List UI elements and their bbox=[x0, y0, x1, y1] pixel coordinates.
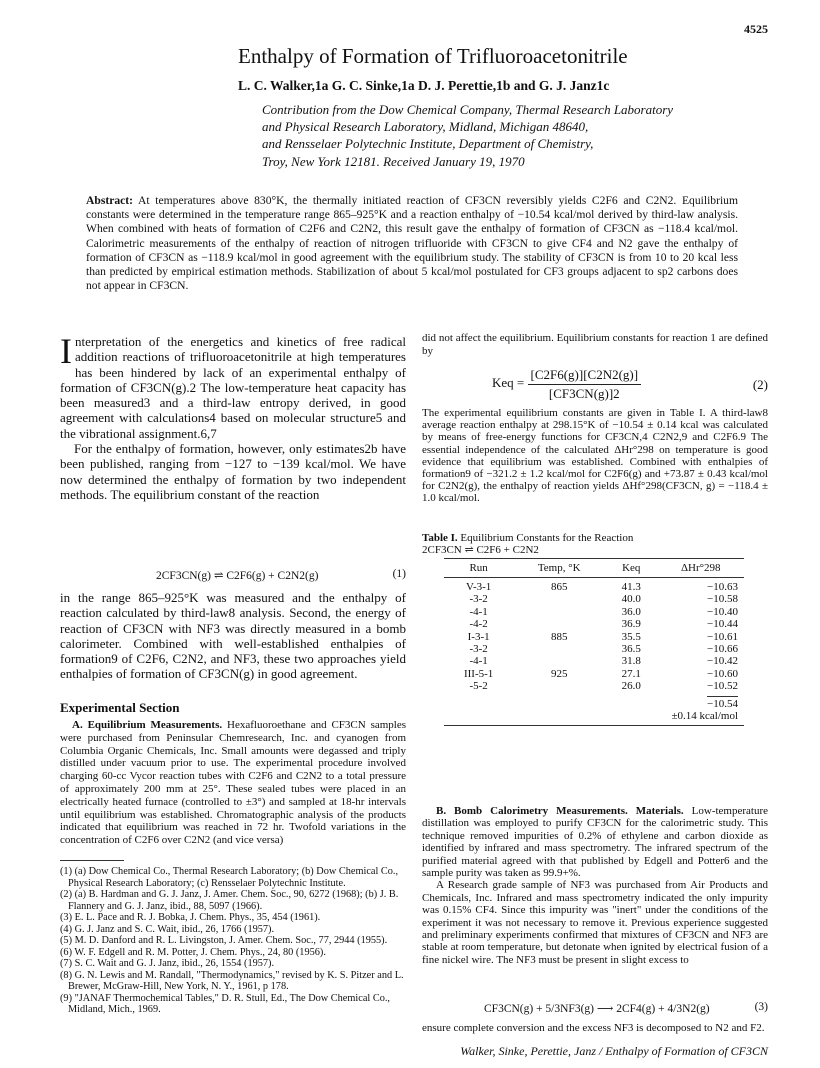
table-header-run: Run bbox=[444, 559, 513, 575]
table-cell-temp: 925 bbox=[550, 667, 568, 680]
table-average-error: ±0.14 kcal/mol bbox=[605, 710, 744, 726]
table-caption bbox=[422, 532, 768, 556]
keq-fraction bbox=[528, 367, 642, 402]
table-row bbox=[444, 578, 744, 594]
keq-lhs: Keq = bbox=[492, 375, 525, 391]
right-paragraph-2: The experimental equilibrium constants are given in Table I. A third-law8 average reaction enthalpy at 298.15°K of −10.54 ± 0.14 kcal was calculated by means of free-energy functions for CF3CN,4 C2N2,9 and C2F6.9 The essential independence of the calculated ΔHr°298 on temperature is good evidence that equilibrium was established. Combined with enthalpies of formation9 of −321.2 ± 1.2 kcal/mol for C2F6(g) and +73.87 ± 0.43 kcal/mol for C2N2(g), the enthalpy of reaction yields ΔHf°298(CF3CN, g) = −118.4 ± 1.0 kcal/mol. bbox=[422, 407, 768, 505]
table-label: Table I. bbox=[422, 532, 458, 544]
table-average-row bbox=[444, 693, 744, 710]
abstract-label: Abstract: bbox=[86, 194, 134, 207]
right-paragraph-end: ensure complete conversion and the excess NF3 is decomposed to N2 and F2. bbox=[422, 1022, 765, 1034]
experimental-text: Hexafluoroethane and CF3CN samples were purchased from Peninsular Chemresearch, Inc. and cyanogen from Columbia Organic Chemicals, Inc. Small amounts were degassed and triply distilled under vacuum prior to use. The experimental procedure involved charging 60-cc Vycor reaction tubes with C2F6 and C2N2 to a total pressure of approximately 200 mm at 25°. These sealed tubes were placed in an electrically heated furnace (controlled to ±3°) and sampled at 18-hr intervals until equilibrium was established. Chromatographic analysis of the products indicated that equilibrium was reached in 72 hr. Twofold variations in the concentration of C2F6 over C2N2 (and vice versa) bbox=[60, 719, 407, 847]
table-cell-run: -4-1 bbox=[469, 605, 488, 618]
table-cell-run: -5-2 bbox=[469, 680, 488, 693]
table-row bbox=[444, 668, 744, 680]
equation-3-number: (3) bbox=[754, 1001, 768, 1013]
affiliation-line: and Physical Research Laboratory, Midland, Michigan 48640, bbox=[262, 119, 589, 135]
table-cell-run: I-3-1 bbox=[467, 630, 490, 643]
table-row bbox=[444, 606, 744, 618]
table-cell-dh: −10.63 bbox=[707, 581, 738, 593]
footnote: (6) W. F. Edgell and R. M. Potter, J. Chem. Phys., 24, 80 (1956). bbox=[60, 946, 326, 958]
equation-3-text: CF3CN(g) + 5/3NF3(g) ⟶ 2CF4(g) + 4/3N2(g) bbox=[484, 1003, 710, 1015]
table-row bbox=[444, 631, 744, 643]
intro-paragraph-2: For the enthalpy of formation, however, only estimates2b have been published, ranging from −127 to −139 kcal/mol. We have now determined the enthalpy of formation by two independent methods. The equilibrium constant of the reaction bbox=[60, 441, 406, 502]
table-row bbox=[444, 643, 744, 655]
intro-paragraph-1: nterpretation of the energetics and kinetics of free radical addition reactions of trifluoroacetonitrile at high temperatures has been hindered by lack of an experimental enthalpy of formation of CF3CN(g).2 The low-temperature heat capacity has been measured3 and a third-law entropy derived, in good agreement with calculations4 based on molecular structure5 and the vibrational assignment.6,7 bbox=[60, 334, 406, 441]
footnote: (7) S. C. Wait and G. J. Janz, ibid., 26, 1554 (1957). bbox=[60, 958, 275, 969]
keq-denominator: [CF3CN(g)]2 bbox=[548, 386, 620, 401]
equation-3 bbox=[422, 1001, 768, 1015]
table-cell-keq: 36.9 bbox=[621, 618, 641, 631]
table-cell-dh: −10.42 bbox=[707, 655, 738, 668]
table-header-temp: Temp, °K bbox=[513, 559, 605, 575]
experimental-body bbox=[60, 719, 406, 847]
table-cell-run: III-5-1 bbox=[463, 667, 494, 680]
table-cell-run: -4-1 bbox=[469, 655, 488, 668]
footnote-divider bbox=[60, 860, 124, 861]
page-number: 4525 bbox=[744, 22, 768, 36]
table-cell-keq: 41.3 bbox=[621, 581, 641, 593]
table-cell-dh: −10.44 bbox=[707, 618, 738, 631]
bomb-paragraph-2: A Research grade sample of NF3 was purchased from Air Products and Chemicals, Inc. Infrared and mass spectrometry indicated the only impurity was 0.15% CF4. Since this impurity was "inert" under the conditions of the experiment it was not necessary to remove it. Previous experience suggested and preliminary experiments confirmed that mixtures of CF3CN and NF3 are stable at room temperature, but detonate when ignited by electrical fusion of a fine nickel wire. The NF3 must be present in slight excess to bbox=[422, 879, 768, 966]
table-cell-temp: 885 bbox=[550, 630, 568, 643]
table-cell-dh: −10.60 bbox=[707, 667, 738, 680]
table-average: −10.54 bbox=[707, 697, 738, 710]
table-cell-keq: 40.0 bbox=[621, 593, 641, 606]
table-header-dh: ΔHr°298 bbox=[657, 559, 744, 575]
abstract bbox=[86, 194, 738, 293]
drop-cap: I bbox=[60, 331, 72, 371]
table-error-row bbox=[444, 710, 744, 726]
table-row bbox=[444, 680, 744, 692]
intro-paragraph-3: in the range 865–925°K was measured and the enthalpy of reaction calculated by third-law8 analysis. Second, the energy of reaction of CF3CN with NF3 was directly measured in a bomb calorimeter. Combined with well-established enthalpies of formation9 of C2F6, C2N2, and NF3, these two approaches yield enthalpies of formation of CF3CN(g) in good agreement. bbox=[60, 590, 406, 682]
equation-1-text: 2CF3CN(g) ⇌ C2F6(g) + C2N2(g) bbox=[156, 570, 319, 582]
table-cell-keq: 35.5 bbox=[621, 630, 641, 643]
table-1 bbox=[422, 558, 768, 726]
affiliation bbox=[262, 101, 782, 170]
equation-2 bbox=[422, 367, 768, 402]
affiliation-line: Contribution from the Dow Chemical Company, Thermal Research Laboratory bbox=[262, 102, 674, 117]
author-list: L. C. Walker,1a G. C. Sinke,1a D. J. Perettie,1b and G. J. Janz1c bbox=[238, 78, 610, 93]
footnote: (4) G. J. Janz and S. C. Wait, ibid., 26, 1766 (1957). bbox=[60, 923, 275, 935]
table-cell-temp bbox=[513, 680, 605, 692]
keq-numerator: [C2F6(g)][C2N2(g)] bbox=[528, 367, 642, 385]
right-paragraph-1: did not affect the equilibrium. Equilibrium constants for reaction 1 are defined by bbox=[422, 332, 768, 357]
footnote: (3) E. L. Pace and R. J. Bobka, J. Chem. Phys., 35, 454 (1961). bbox=[60, 912, 321, 923]
table-cell-temp: 865 bbox=[550, 581, 568, 593]
equation-1-number: (1) bbox=[392, 568, 406, 580]
table-cell-run: -4-2 bbox=[469, 618, 488, 631]
table-cell-temp bbox=[513, 655, 605, 667]
bomb-subheading: B. Bomb Calorimetry Measurements. Materials. bbox=[436, 805, 684, 817]
equation-1 bbox=[60, 568, 406, 582]
equation-2-number: (2) bbox=[752, 377, 768, 392]
bomb-calorimetry-section bbox=[422, 805, 768, 966]
table-caption-text: Equilibrium Constants for the Reaction bbox=[460, 532, 634, 544]
table-caption-reaction: 2CF3CN ⇌ C2F6 + C2N2 bbox=[422, 544, 539, 556]
footnote: (8) G. N. Lewis and M. Randall, "Thermodynamics," revised by K. S. Pitzer and L. Brewer, McGraw-Hill, New York, N. Y., 1961, p 178. bbox=[60, 969, 404, 992]
table-cell-keq: 36.0 bbox=[621, 605, 641, 618]
footnotes bbox=[60, 866, 406, 1016]
table-cell-temp bbox=[513, 593, 605, 605]
table-cell-dh: −10.61 bbox=[707, 630, 738, 643]
table-row bbox=[444, 655, 744, 667]
table-cell-temp bbox=[513, 643, 605, 655]
table-cell-run: -3-2 bbox=[469, 593, 488, 606]
section-heading: Experimental Section bbox=[60, 700, 180, 715]
footnote: (2) (a) B. Hardman and G. J. Janz, J. Amer. Chem. Soc., 90, 6272 (1968); (b) J. B. Flannery and G. J. Janz, ibid., 88, 5097 (1966). bbox=[60, 889, 399, 912]
affiliation-line: and Rensselaer Polytechnic Institute, Department of Chemistry, bbox=[262, 136, 594, 152]
table-cell-dh: −10.58 bbox=[707, 593, 738, 606]
bomb-paragraph-1: Low-temperature distillation was employed to purify CF3CN for the calorimetric study. This technique removed impurities of 0.2% of ethylene and carbon dioxide as identified by infrared and mass spectrometry. The infrared spectrum of the purified material agreed with that published by Edgell and Potter6 and the sample purity was taken as 99.9+%. bbox=[422, 805, 769, 880]
table-cell-dh: −10.52 bbox=[707, 680, 738, 693]
table-cell-run: -3-2 bbox=[469, 643, 488, 656]
table-cell-keq: 31.8 bbox=[621, 655, 641, 668]
footnote: (5) M. D. Danford and R. L. Livingston, J. Amer. Chem. Soc., 77, 2944 (1955). bbox=[60, 935, 388, 946]
table-cell-temp bbox=[513, 618, 605, 630]
table-row bbox=[444, 618, 744, 630]
footnote: (9) "JANAF Thermochemical Tables," D. R. Stull, Ed., The Dow Chemical Co., Midland, Mich., 1969. bbox=[60, 992, 390, 1015]
table-row bbox=[444, 593, 744, 605]
table-cell-dh: −10.40 bbox=[707, 605, 738, 618]
abstract-text: At temperatures above 830°K, the thermally initiated reaction of CF3CN reversibly yields C2F6 and C2N2. Equilibrium constants were determined in the temperature range 865–925°K and a reaction enthalpy of −10.54 kcal/mol derived by third-law analysis. When combined with heats of formation of C2F6 and C2N2, this result gave the enthalpy of formation of CF3CN as −118.4 kcal/mol. Calorimetric measurements of the enthalpy of reaction of nitrogen trifluoride with CF3CN to give CF4 and N2 gave the enthalpy of formation of CF3CN as −118.9 kcal/mol in good agreement with the equilibrium study. The stability of CF3CN is from 10 to 20 kcal less than predicted by empirical estimation methods. Stabilization of about 5 kcal/mol postulated for CF3 groups adjacent to sp2 carbons does not appear in CF3CN. bbox=[86, 194, 738, 293]
table-cell-run: V-3-1 bbox=[466, 581, 492, 593]
table-cell-keq: 27.1 bbox=[621, 667, 641, 680]
table-header-keq: Keq bbox=[605, 559, 657, 575]
introduction bbox=[60, 331, 406, 502]
table-cell-temp bbox=[513, 606, 605, 618]
running-footer: Walker, Sinke, Perettie, Janz / Enthalpy of Formation of CF3CN bbox=[460, 1044, 768, 1058]
table-cell-keq: 36.5 bbox=[621, 643, 641, 656]
table-cell-keq: 26.0 bbox=[621, 680, 641, 693]
table-cell-dh: −10.66 bbox=[707, 643, 738, 656]
paper-title: Enthalpy of Formation of Trifluoroacetonitrile bbox=[238, 44, 628, 68]
subsection-heading: A. Equilibrium Measurements. bbox=[72, 719, 223, 731]
footnote: (1) (a) Dow Chemical Co., Thermal Research Laboratory; (b) Dow Chemical Co., Physical Research Laboratory; (c) Rensselaer Polytechnic Institute. bbox=[60, 866, 399, 889]
affiliation-line: Troy, New York 12181. Received January 19, 1970 bbox=[262, 153, 525, 169]
